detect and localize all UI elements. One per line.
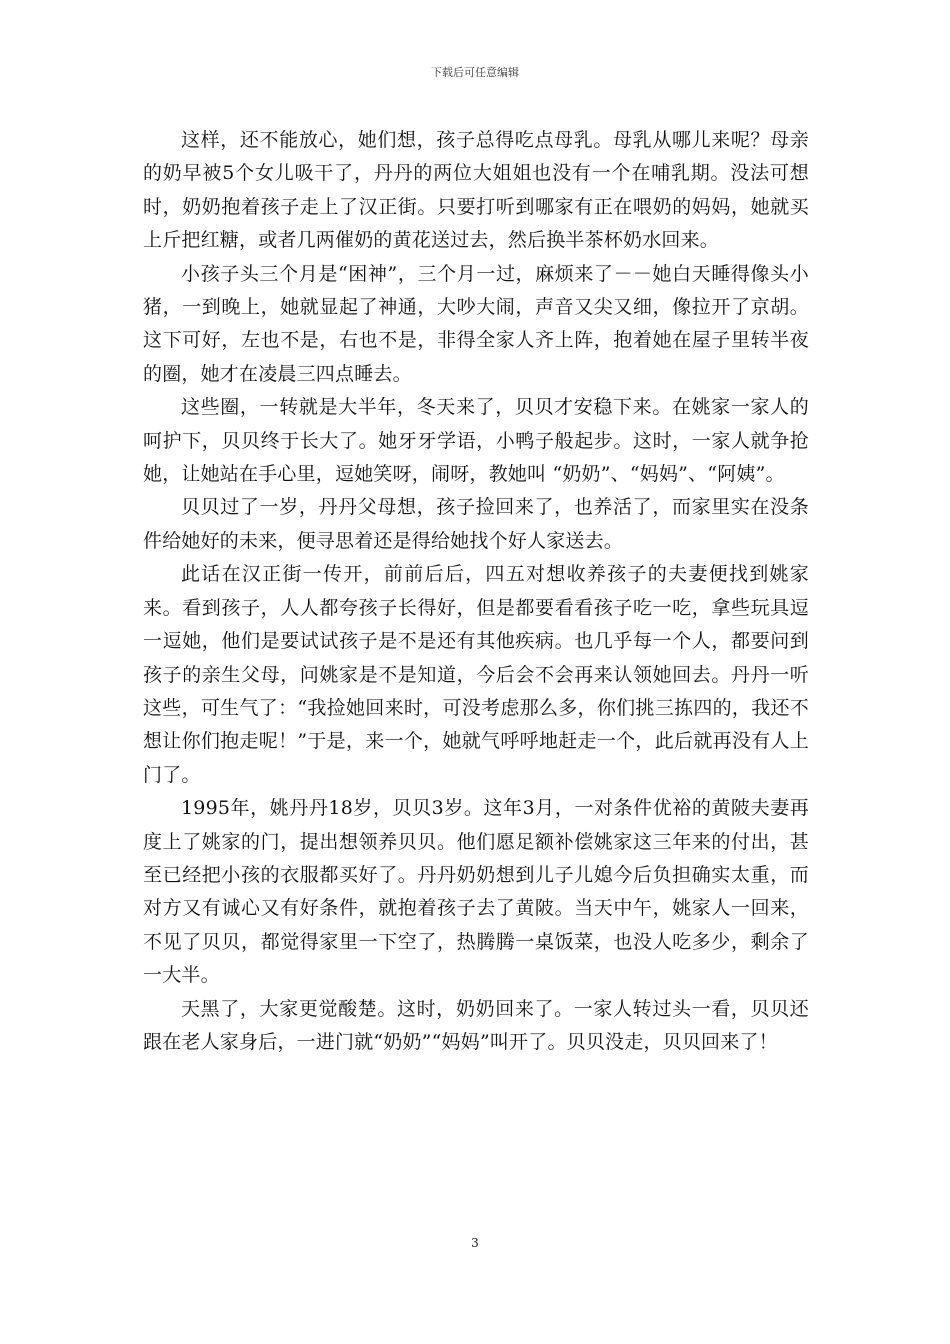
paragraph: 贝贝过了一岁，丹丹父母想，孩子捡回来了，也养活了，而家里实在没条件给她好的未来，便寻思着还是得给她找个好人家送去。 bbox=[143, 496, 809, 552]
paragraph: 小孩子头三个月是“困神”，三个月一过，麻烦来了－－她白天睡得像头小猪，一到晚上，她就显起了神通，大吵大闹，声音又尖又细，像拉开了京胡。这下可好，左也不是，右也不是，非得全家人齐上阵，抱着她在屋子里转半夜的圈，她才在凌晨三四点睡去。 bbox=[143, 262, 809, 385]
paragraph: 1995年，姚丹丹18岁，贝贝3岁。这年3月，一对条件优裕的黄陂夫妻再度上了姚家的门，提出想领养贝贝。他们愿足额补偿姚家这三年来的付出，甚至已经把小孩的衣服都买好了。丹丹奶奶想到儿子儿媳今后负担确实太重，而对方又有诚心又有好条件，就抱着孩子去了黄陂。当天中午，姚家人一回来，不见了贝贝，都觉得家里一下空了，热腾腾一桌饭菜，也没人吃多少，剩余了一大半。 bbox=[143, 797, 809, 987]
page-number: 3 bbox=[471, 1236, 479, 1250]
paragraph: 这些圈，一转就是大半年，冬天来了，贝贝才安稳下来。在姚家一家人的呵护下，贝贝终于长大了。她牙牙学语，小鸭子般起步。这时，一家人就争抢她，让她站在手心里，逗她笑呀，闹呀，教她叫 “奶奶”、“妈妈”、“阿姨”。 bbox=[143, 396, 809, 486]
page-header: 下载后可任意编辑 bbox=[431, 66, 519, 79]
paragraph: 此话在汉正街一传开，前前后后，四五对想收养孩子的夫妻便找到姚家来。看到孩子，人人都夸孩子长得好，但是都要看看孩子吃一吃，拿些玩具逗一逗她，他们是要试试孩子是不是还有其他疾病。也几乎每一个人，都要问到孩子的亲生父母，问姚家是不是知道，今后会不会再来认领她回去。丹丹一听这些，可生气了：“我捡她回来时，可没考虑那么多，你们挑三拣四的，我还不想让你们抱走呢！”于是，来一个，她就气呼呼地赶走一个，此后就再没有人上门了。 bbox=[143, 563, 809, 786]
document-body bbox=[143, 124, 809, 1059]
paragraph: 这样，还不能放心，她们想，孩子总得吃点母乳。母乳从哪儿来呢？母亲的奶早被5个女儿吸干了，丹丹的两位大姐姐也没有一个在哺乳期。没法可想时，奶奶抱着孩子走上了汉正街。只要打听到哪家有正在喂奶的妈妈，她就买上斤把红糖，或者几两催奶的黄花送过去，然后换半茶杯奶水回来。 bbox=[143, 129, 809, 252]
paragraph: 天黑了，大家更觉酸楚。这时，奶奶回来了。一家人转过头一看，贝贝还跟在老人家身后，一进门就“奶奶”“妈妈”叫开了。贝贝没走，贝贝回来了！ bbox=[143, 997, 809, 1053]
